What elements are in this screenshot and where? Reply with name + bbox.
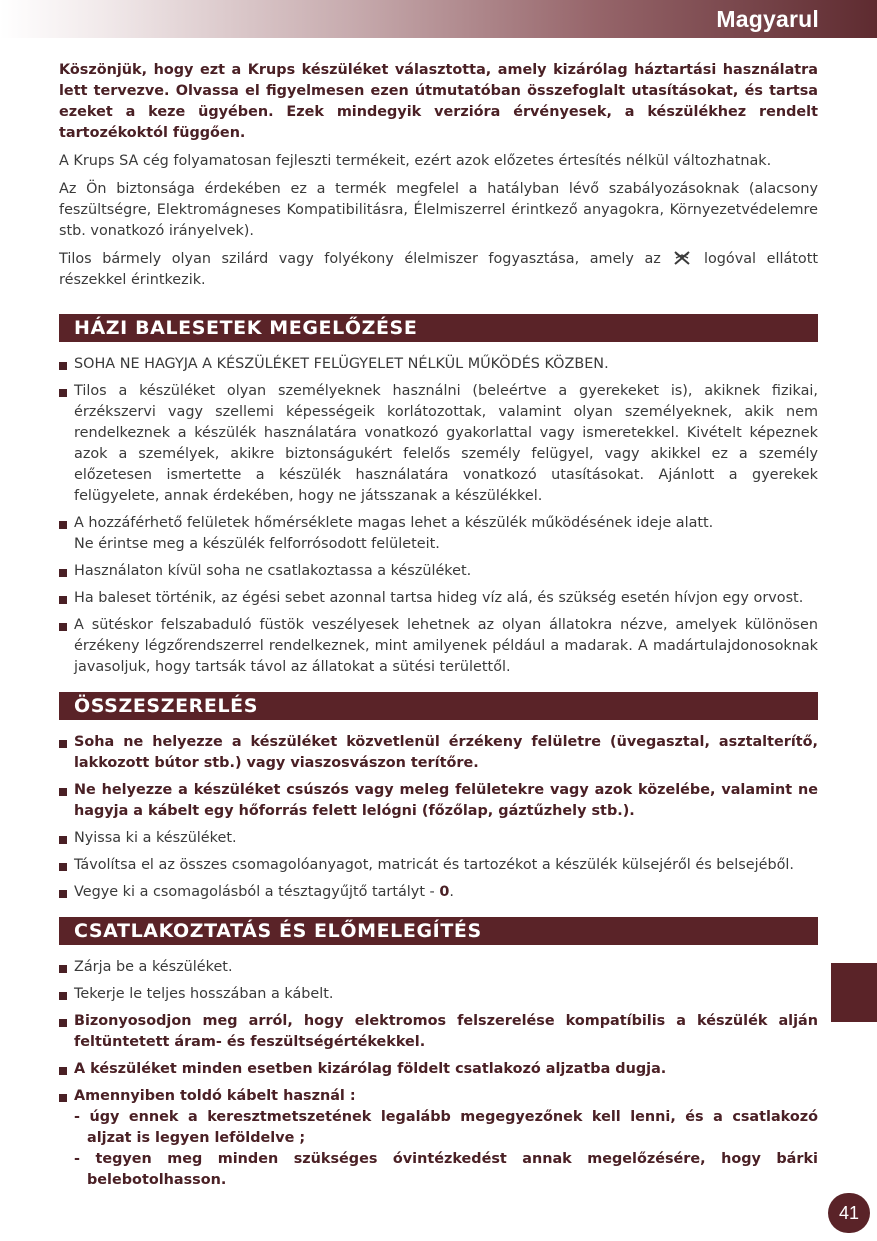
- list-item: Tilos a készüléket olyan személyeknek használni (beleértve a gyerekeket is), akiknek fizikai, érzékszervi vagy szellemi képességeik korlátozottak, valamint olyan személyeknek, akik nem rendelkeznek a készülék használatára vonatkozó gyakorlattal vagy ismeretekkel. Kivételt képeznek azok a személyek, akikre biztonságukért felelős személy felügyel, vagy akikkel ez a személy előzetesen ismertette a készülék használatára vonatkozó utasításokat. Ajánlott a gyerekek felügyelete, annak érdekében, hogy ne játsszanak a készülékkel.: [59, 381, 818, 507]
- bullet-square-icon: [59, 569, 67, 577]
- intro-bold-paragraph: Köszönjük, hogy ezt a Krups készüléket választotta, amely kizárólag háztartási használatra lett tervezve. Olvassa el figyelmesen ezen útmutatóban összefoglalt utasításokat, és tartsa ezeket a keze ügyében. Ezek mindegyik verzióra érvényesek, a készülékhez rendelt tartozékoktól függően.: [59, 62, 818, 141]
- list-item: SOHA NE HAGYJA A KÉSZÜLÉKET FELÜGYELET NÉLKÜL MŰKÖDÉS KÖZBEN.: [59, 354, 818, 375]
- section-title-connection: CSATLAKOZTATÁS ÉS ELŐMELEGÍTÉS: [59, 917, 818, 945]
- bullet-square-icon: [59, 1019, 67, 1027]
- list-item: A készüléket minden esetben kizárólag földelt csatlakozó aljzatba dugja.: [59, 1059, 818, 1080]
- list-item: Tekerje le teljes hosszában a kábelt.: [59, 984, 818, 1005]
- sub-item: - úgy ennek a keresztmetszetének legalább megegyezőnek kell lenni, és a csatlakozó aljzat is legyen leföldelve ;: [74, 1109, 818, 1146]
- bullet-square-icon: [59, 788, 67, 796]
- list-item: Zárja be a készüléket.: [59, 957, 818, 978]
- bullet-square-icon: [59, 362, 67, 370]
- bullet-square-icon: [59, 389, 67, 397]
- list-item: Ne helyezze a készüléket csúszós vagy meleg felületekre vagy azok közelébe, valamint ne hagyja a kábelt egy hőforrás felett lelógni (főzőlap, gáztűzhely stb.).: [59, 780, 818, 822]
- bullet-square-icon: [59, 521, 67, 529]
- list-item: Használaton kívül soha ne csatlakoztassa a készüléket.: [59, 561, 818, 582]
- list-item: Amennyiben toldó kábelt használ : - úgy ennek a keresztmetszetének legalább megegyezőnek kell lenni, és a csatlakozó aljzat is legyen leföldelve ; - tegyen meg minden szükséges óvintézkedést annak megelőzésére, hogy bárki belebotolhasson.: [59, 1086, 818, 1191]
- intro-paragraph-1: A Krups SA cég folyamatosan fejleszti termékeit, ezért azok előzetes értesítés nélkül változhatnak.: [59, 153, 772, 169]
- bullet-square-icon: [59, 992, 67, 1000]
- section-title-assembly: ÖSSZESZERELÉS: [59, 692, 818, 720]
- intro-p3-after: logóval ellátott részekkel érintkezik.: [59, 251, 819, 288]
- bullet-square-icon: [59, 890, 67, 898]
- part-number: 0: [439, 884, 450, 900]
- bullet-square-icon: [59, 836, 67, 844]
- list-item: Soha ne helyezze a készüléket közvetlenül érzékeny felületre (üvegasztal, asztalterítő, lakkozott bútor stb.) vagy viaszosvászon terítőre.: [59, 732, 818, 774]
- bullet-square-icon: [59, 1094, 67, 1102]
- bullet-square-icon: [59, 623, 67, 631]
- page-number: 41: [828, 1193, 870, 1233]
- connection-list: [59, 957, 818, 1191]
- bullet-square-icon: [59, 1067, 67, 1075]
- accidents-list: [59, 354, 818, 678]
- intro-p3-before: Tilos bármely olyan szilárd vagy folyékony élelmiszer fogyasztása, amely az: [59, 251, 661, 267]
- section-title-accidents: HÁZI BALESETEK MEGELŐZÉSE: [59, 314, 818, 342]
- bullet-square-icon: [59, 863, 67, 871]
- list-item: A sütéskor felszabaduló füstök veszélyesek lehetnek az olyan állatokra nézve, amelyek különösen érzékeny légzőrendszerrel rendelkeznek, mint amilyenek például a madarak. A madártulajdonosoknak javasoljuk, hogy tartsák távol az állatokat a sütési területtől.: [59, 615, 818, 678]
- list-item: Nyissa ki a készüléket.: [59, 828, 818, 849]
- bullet-square-icon: [59, 965, 67, 973]
- bullet-square-icon: [59, 596, 67, 604]
- list-item: Távolítsa el az összes csomagolóanyagot, matricát és tartozékot a készülék külsejéről és belsejéből.: [59, 855, 818, 876]
- header-band: [0, 0, 877, 38]
- list-item: Vegye ki a csomagolásból a tésztagyűjtő tartályt - 0.: [59, 882, 818, 903]
- assembly-list: [59, 732, 818, 903]
- language-label: Magyarul: [716, 6, 819, 32]
- page-content: [59, 60, 818, 1197]
- list-item: A hozzáférhető felületek hőmérséklete magas lehet a készülék működésének ideje alatt. Ne érintse meg a készülék felforrósodott felületeit.: [59, 513, 818, 555]
- no-food-contact-icon: [673, 251, 691, 265]
- intro-paragraph-2: Az Ön biztonsága érdekében ez a termék megfelel a hatályban lévő szabályozásoknak (alacsony feszültségre, Elektromágneses Kompatibilitásra, Élelmiszerrel érintkező anyagokra, Környezetvédelemre stb. vonatkozó irányelvek).: [59, 181, 818, 239]
- intro-paragraph-3: [59, 249, 818, 291]
- list-item: Ha baleset történik, az égési sebet azonnal tartsa hideg víz alá, és szükség esetén hívjon egy orvost.: [59, 588, 818, 609]
- sub-item: - tegyen meg minden szükséges óvintézkedést annak megelőzésére, hogy bárki belebotolhasson.: [74, 1151, 818, 1188]
- bullet-square-icon: [59, 740, 67, 748]
- side-tab-marker: [831, 963, 877, 1022]
- list-item: Bizonyosodjon meg arról, hogy elektromos felszerelése kompatíbilis a készülék alján feltüntetett áram- és feszültségértékekkel.: [59, 1011, 818, 1053]
